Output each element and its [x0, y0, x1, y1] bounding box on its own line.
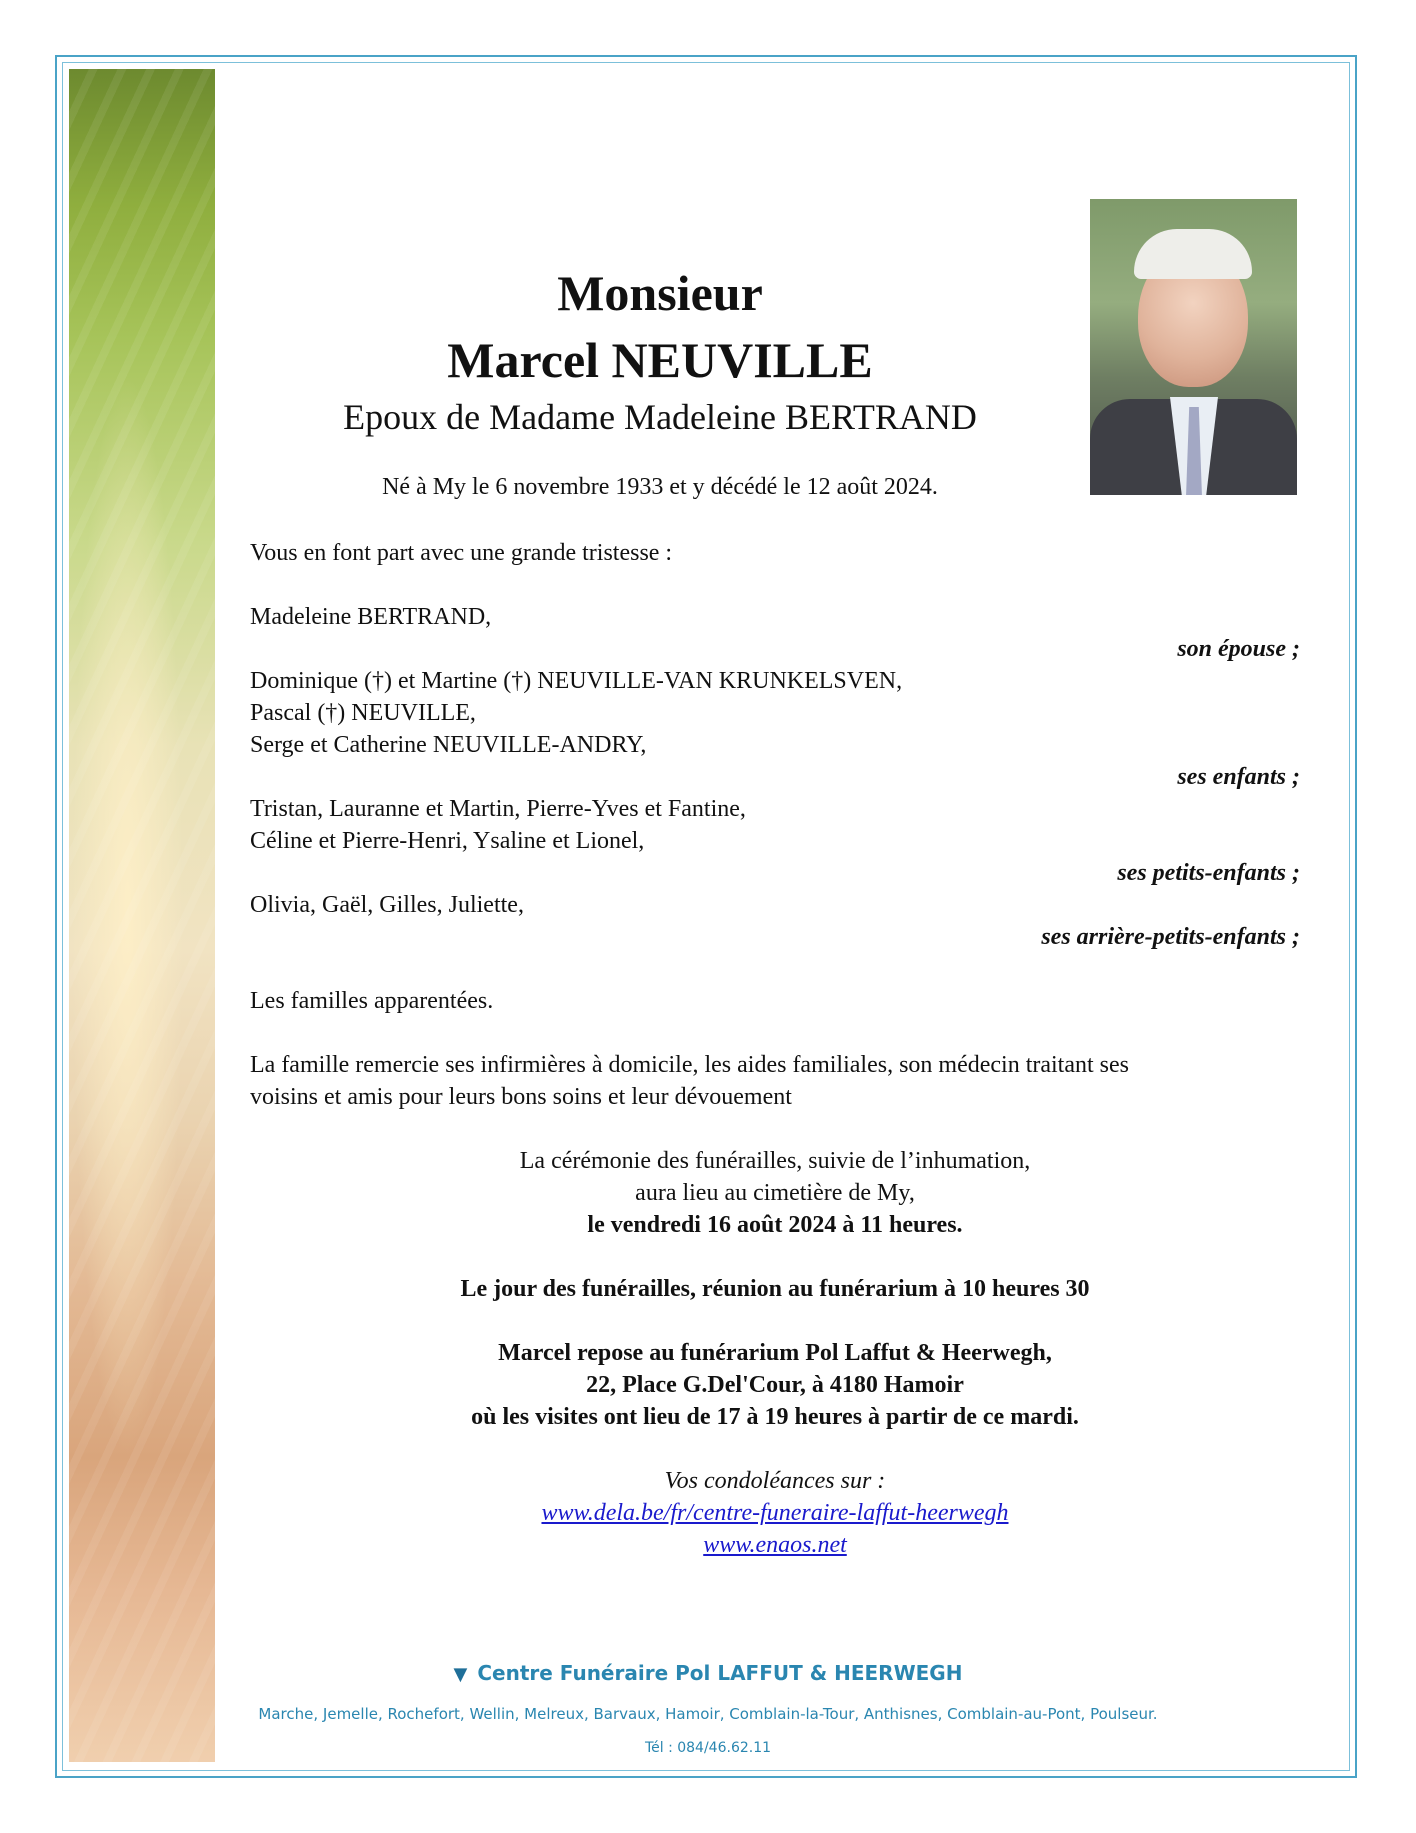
honorific-title: Monsieur	[557, 265, 763, 321]
children-role: ses enfants ;	[1177, 764, 1300, 790]
condolences-label: Vos condoléances sur :	[664, 1468, 886, 1494]
birth-death-dates: Né à My le 6 novembre 1933 et y décédé le 12 août 2024.	[382, 474, 938, 500]
portrait-photo	[1090, 199, 1297, 495]
deceased-name: Marcel NEUVILLE	[447, 332, 873, 388]
children-line-2: Pascal (†) NEUVILLE,	[250, 700, 476, 726]
rest-line-3: où les visites ont lieu de 17 à 19 heures à partir de ce mardi.	[471, 1404, 1079, 1430]
condolences-link-dela[interactable]: www.dela.be/fr/centre-funeraire-laffut-heerwegh	[541, 1500, 1009, 1526]
ceremony-line-2: aura lieu au cimetière de My,	[635, 1180, 915, 1206]
funeral-home-towns: Marche, Jemelle, Rochefort, Wellin, Melreux, Barvaux, Hamoir, Comblain-la-Tour, Anthisnes, Comblain-au-Pont, Poulseur.	[258, 1705, 1158, 1723]
ceremony-date: le vendredi 16 août 2024 à 11 heures.	[587, 1212, 963, 1238]
greatgrandchildren-line-1: Olivia, Gaël, Gilles, Juliette,	[250, 892, 524, 918]
condolences-link-enaos[interactable]: www.enaos.net	[703, 1532, 847, 1558]
children-line-1: Dominique (†) et Martine (†) NEUVILLE-VAN KRUNKELSVEN,	[250, 668, 903, 694]
intro-text: Vous en font part avec une grande tristesse :	[250, 540, 673, 566]
grandchildren-line-1: Tristan, Lauranne et Martin, Pierre-Yves et Fantine,	[250, 796, 746, 822]
spouse-line: Epoux de Madame Madeleine BERTRAND	[343, 397, 977, 437]
greatgrandchildren-role: ses arrière-petits-enfants ;	[1041, 924, 1300, 950]
thanks-line-1: La famille remercie ses infirmières à domicile, les aides familiales, son médecin traitant ses	[250, 1052, 1129, 1078]
rest-line-2: 22, Place G.Del'Cour, à 4180 Hamoir	[586, 1372, 964, 1398]
grandchildren-line-2: Céline et Pierre-Henri, Ysaline et Lionel,	[250, 828, 645, 854]
grandchildren-role: ses petits-enfants ;	[1117, 860, 1300, 886]
spouse-role: son épouse ;	[1177, 636, 1300, 662]
rest-line-1: Marcel repose au funérarium Pol Laffut & Heerwegh,	[498, 1340, 1052, 1366]
spouse-name: Madeleine BERTRAND,	[250, 604, 492, 630]
related-families: Les familles apparentées.	[250, 988, 494, 1014]
ceremony-line-1: La cérémonie des funérailles, suivie de l’inhumation,	[519, 1148, 1031, 1174]
forest-path-image	[69, 69, 215, 1762]
funeral-home-name: Centre Funéraire Pol LAFFUT & HEERWEGH	[477, 1661, 963, 1685]
funeral-home-name-row	[0, 1661, 1416, 1685]
portrait-hair	[1134, 229, 1252, 279]
triangle-down-icon: ▼	[453, 1664, 468, 1685]
thanks-line-2: voisins et amis pour leurs bons soins et leur dévouement	[250, 1084, 792, 1110]
children-line-3: Serge et Catherine NEUVILLE-ANDRY,	[250, 732, 647, 758]
funeral-home-phone: Tél : 084/46.62.11	[644, 1740, 772, 1756]
funeral-meeting: Le jour des funérailles, réunion au funérarium à 10 heures 30	[460, 1276, 1090, 1302]
